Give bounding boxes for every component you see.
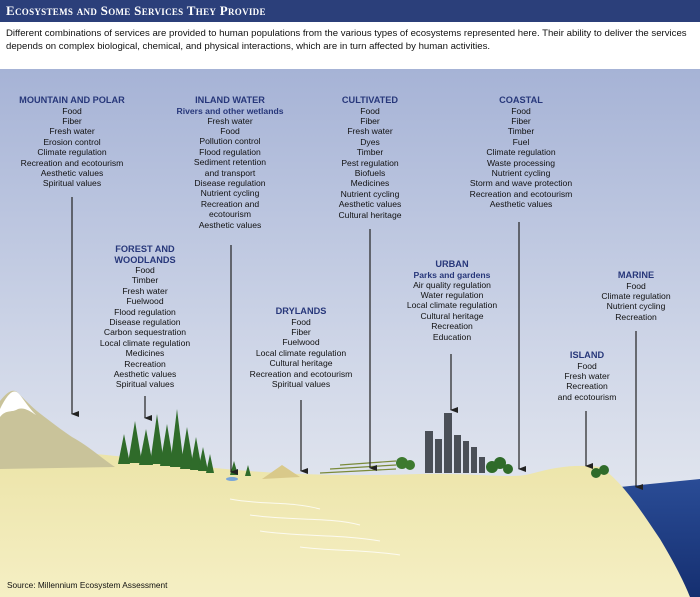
eco-urban-services [396,280,508,342]
service-item: Timber [131,275,159,286]
service-item: Fresh water [49,126,95,137]
service-item: Pollution control [199,136,261,147]
service-item: Aesthetic values [198,219,262,230]
service-item: Recreation [431,321,473,332]
eco-marine-services [594,281,678,323]
service-item: Aesthetic values [40,167,104,178]
service-item: Recreation and ecotourism [469,188,573,199]
eco-cultivated [322,95,418,220]
service-item: Food [291,316,311,327]
service-item: and ecotourism [557,391,617,402]
service-item: Spiritual values [42,178,102,189]
service-item: Fiber [291,326,311,337]
service-item: Recreation and [200,198,260,209]
service-item: Food [577,360,597,371]
eco-drylands-title: DRYLANDS [275,306,327,316]
eco-forest [86,244,204,390]
service-item: Air quality regulation [413,279,491,290]
service-item: Food [220,125,240,136]
eco-mountain-title: MOUNTAIN AND POLAR [19,95,125,105]
eco-coastal-title: COASTAL [499,95,543,105]
eco-island-services [552,361,622,403]
service-item: Aesthetic values [338,199,402,210]
service-item: Carbon sequestration [103,327,187,338]
service-item: Spiritual values [271,378,331,389]
eco-cultivated-title: CULTIVATED [341,95,399,105]
service-item: Nutrient cycling [491,167,551,178]
service-item: Medicines [350,178,390,189]
service-item: Aesthetic values [113,369,177,380]
service-item: Education [432,331,472,342]
eco-mountain [12,95,132,189]
service-item: Local climate regulation [255,347,347,358]
service-item: ecotourism [208,209,252,220]
eco-forest-services [86,265,204,390]
eco-drylands-services [240,317,362,390]
service-item: Local climate regulation [406,300,498,311]
service-item: Food [626,280,646,291]
service-item: Biofuels [354,167,386,178]
eco-coastal-services [462,106,580,210]
service-item: Aesthetic values [489,199,553,210]
eco-forest-title-1: FOREST AND [115,244,175,254]
eco-inland-services [168,116,292,230]
service-item: Fuelwood [282,337,320,348]
service-item: Fuel [512,136,530,147]
service-item: Dyes [360,136,380,147]
service-item: Storm and wave protection [469,178,573,189]
service-item: Fresh water [207,115,253,126]
eco-coastal [462,95,580,210]
service-item: Fiber [360,115,380,126]
service-item: Nutrient cycling [606,301,666,312]
service-item: Recreation and ecotourism [20,157,124,168]
service-item: Waste processing [487,157,555,168]
eco-urban [396,259,508,342]
service-item: and transport [204,167,256,178]
service-item: Recreation [566,381,608,392]
service-item: Recreation and ecotourism [249,368,353,379]
service-item: Water regulation [420,289,484,300]
service-item: Flood regulation [114,306,176,317]
service-item: Erosion control [43,136,101,147]
eco-drylands [240,306,362,389]
service-item: Pest regulation [341,157,399,168]
service-item: Flood regulation [199,146,261,157]
service-item: Spiritual values [115,379,175,390]
eco-cultivated-services [322,106,418,220]
service-item: Fuelwood [126,296,164,307]
title-bar [0,0,700,22]
service-item: Timber [356,147,384,158]
eco-inland [168,95,292,230]
service-item: Fresh water [122,285,168,296]
service-item: Recreation [615,311,657,322]
service-item: Food [511,105,531,116]
eco-forest-title-2: WOODLANDS [114,254,176,265]
service-item: Disease regulation [109,317,181,328]
service-item: Climate regulation [486,147,556,158]
service-item: Fiber [511,115,531,126]
service-item: Sediment retention [193,157,267,168]
service-item: Climate regulation [601,290,671,301]
source-note: Source: Millennium Ecosystem Assessment [7,580,168,590]
eco-marine-title: MARINE [617,270,655,280]
service-item: Fresh water [347,126,393,137]
eco-inland-title: INLAND WATER [195,95,265,105]
service-item: Climate regulation [37,147,107,158]
service-item: Food [135,265,155,275]
service-item: Timber [507,126,535,137]
illustration-panel [0,69,700,597]
service-item: Cultural heritage [420,310,484,321]
service-item: Cultural heritage [338,209,402,220]
service-item: Recreation [124,358,166,369]
service-item: Disease regulation [194,177,266,188]
eco-island-title: ISLAND [569,350,605,360]
inland-pool [226,477,238,481]
eco-marine [594,270,678,322]
service-item: Local climate regulation [99,337,191,348]
service-item: Cultural heritage [269,358,333,369]
service-item: Food [360,105,380,116]
intro-text: Different combinations of services are provided to human populations from the various types of ecosystems represented here. Their ability to deliver the services depends on complex biological, chemical, and physical interactions, which are in turn affected by human activities. [6,28,687,52]
service-item: Nutrient cycling [340,188,400,199]
service-item: Fiber [62,115,82,126]
service-item: Medicines [125,348,165,359]
service-item: Fresh water [564,370,610,381]
eco-inland-subtitle: Rivers and other wetlands [176,105,284,116]
eco-urban-subtitle: Parks and gardens [413,269,491,280]
eco-urban-title: URBAN [435,259,469,269]
eco-mountain-services [12,106,132,189]
service-item: Food [62,105,82,116]
page-title: Ecosystems and Some Services They Provide [6,3,266,18]
service-item: Nutrient cycling [200,188,260,199]
eco-island [552,350,622,402]
